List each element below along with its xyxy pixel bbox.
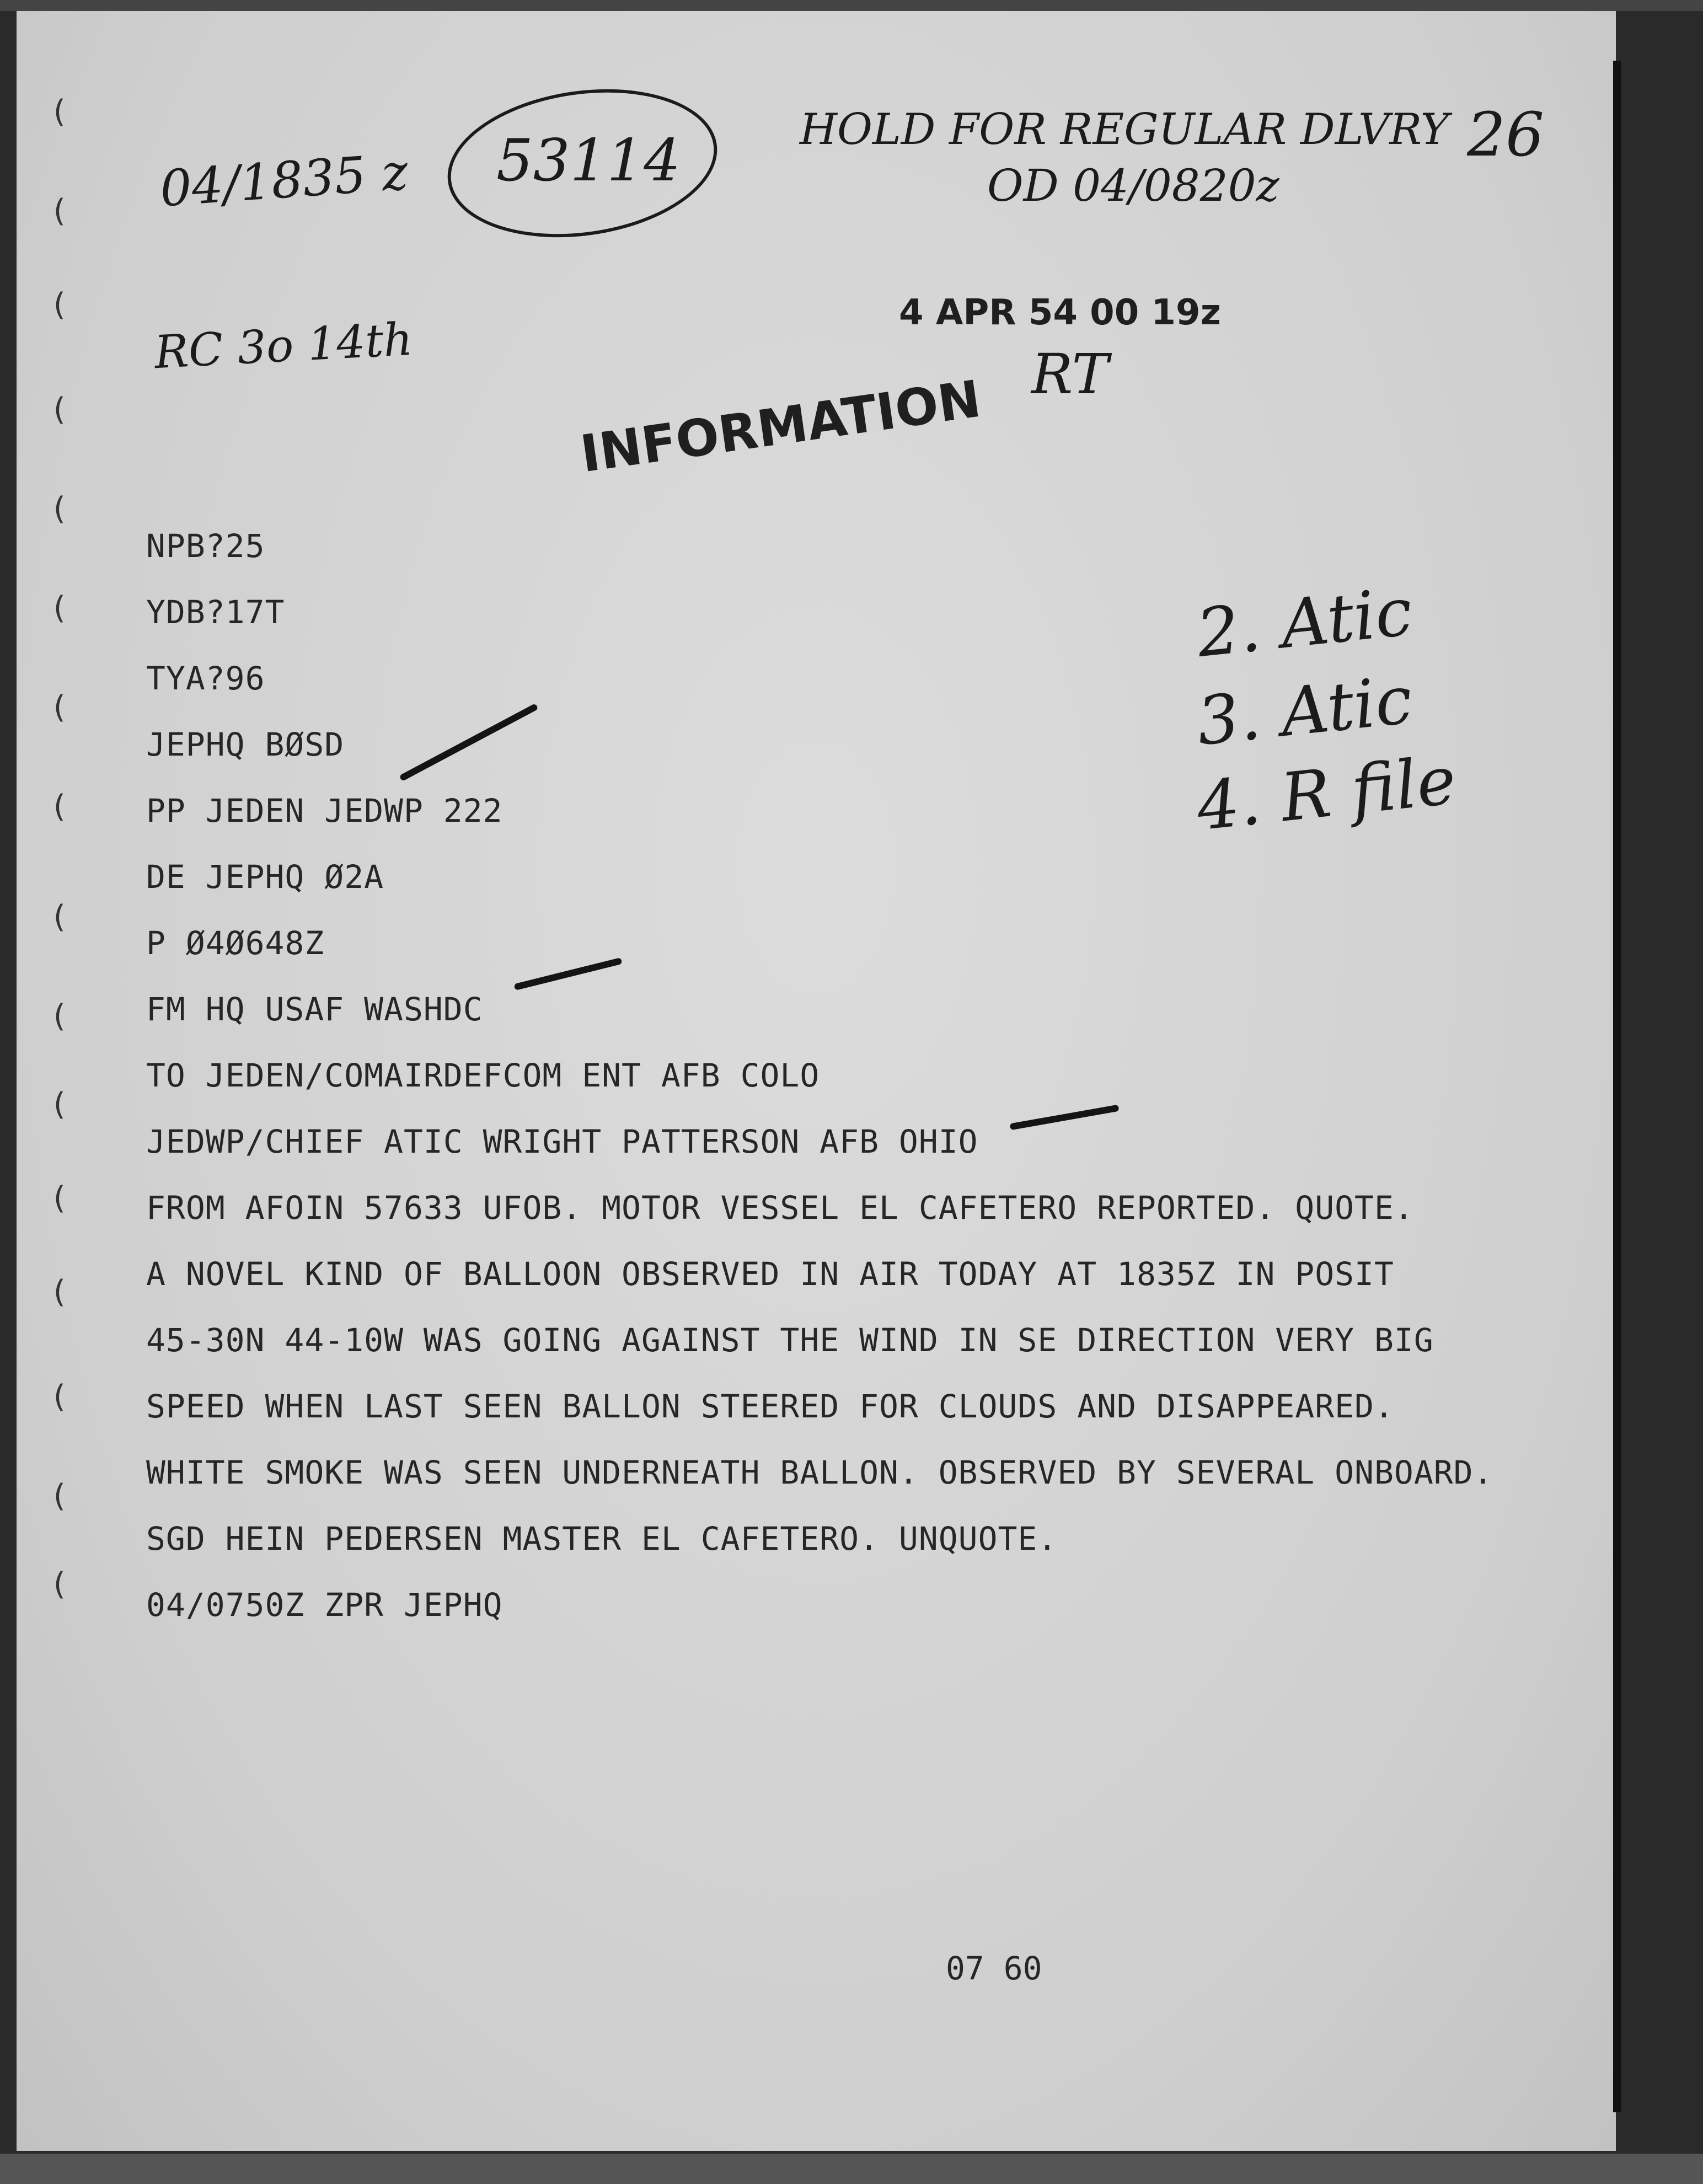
scan-bottom-border [0,2154,1703,2184]
margin-hole-mark: ( [50,590,68,626]
received-time-stamp: 4 APR 54 00 19z [899,292,1221,333]
message-line: FROM AFOIN 57633 UFOB. MOTOR VESSEL EL CAFETERO REPORTED. QUOTE. [146,1189,1414,1227]
margin-hole-mark: ( [50,392,68,427]
scan-right-edge [1613,61,1621,2112]
margin-hole-mark: ( [50,1379,68,1415]
rt-handwritten-note: RT [1031,342,1109,406]
margin-hole-mark: ( [50,789,68,825]
message-line: 04/0750Z ZPR JEPHQ [146,1586,503,1624]
message-line: YDB?17T [146,593,285,631]
margin-hole-mark: ( [50,998,68,1034]
routing-note-file-4: 4. R file [1193,742,1460,846]
message-line: A NOVEL KIND OF BALLOON OBSERVED IN AIR TODAY AT 1835Z IN POSIT [146,1255,1394,1293]
message-line: SGD HEIN PEDERSEN MASTER EL CAFETERO. UNQUOTE. [146,1520,1058,1557]
margin-hole-mark: ( [50,1086,68,1122]
message-line: SPEED WHEN LAST SEEN BALLON STEERED FOR CLOUDS AND DISAPPEARED. [146,1388,1394,1425]
routing-note-atic-2: 2. Atic [1193,573,1416,673]
margin-hole-mark: ( [50,1274,68,1310]
handwritten-date-time-group: 04/1835 z [158,143,410,218]
scan-top-border [0,0,1703,11]
message-line: JEDWP/CHIEF ATIC WRIGHT PATTERSON AFB OHIO [146,1123,978,1160]
footer-code: 07 60 [946,1950,1042,1987]
margin-hole-mark: ( [50,1566,68,1602]
margin-hole-mark: ( [50,899,68,935]
teletype-message-page [17,11,1616,2151]
margin-hole-mark: ( [50,1180,68,1216]
margin-hole-mark: ( [50,94,68,130]
circled-message-number: 53114 [496,127,681,194]
margin-hole-mark: ( [50,689,68,725]
routing-note-atic-3: 3. Atic [1193,661,1416,761]
message-line: PP JEDEN JEDWP 222 [146,792,503,829]
message-line: DE JEPHQ Ø2A [146,858,384,896]
message-line: P Ø4Ø648Z [146,924,325,962]
rc-handwritten-note: RC 3o 14th [153,313,414,379]
message-line: 45-30N 44-10W WAS GOING AGAINST THE WIND IN SE DIRECTION VERY BIG [146,1321,1434,1359]
teletype-message-body [146,513,1493,1638]
margin-hole-mark: ( [50,287,68,323]
information-stamp: INFORMATION [577,369,984,484]
message-line: WHITE SMOKE WAS SEEN UNDERNEATH BALLON. OBSERVED BY SEVERAL ONBOARD. [146,1454,1493,1491]
message-line: NPB?25 [146,527,265,565]
od-time-note: OD 04/0820z [987,160,1279,211]
hold-for-regular-delivery-note: HOLD FOR REGULAR DLVRY [800,105,1449,154]
message-line: TYA?96 [146,660,265,697]
margin-hole-mark: ( [50,491,68,527]
message-line: TO JEDEN/COMAIRDEFCOM ENT AFB COLO [146,1057,820,1094]
handwritten-page-number: 26 [1467,99,1544,170]
margin-hole-mark: ( [50,1478,68,1514]
message-line: JEPHQ BØSD [146,726,345,763]
message-line: FM HQ USAF WASHDC [146,991,483,1028]
margin-hole-mark: ( [50,193,68,229]
